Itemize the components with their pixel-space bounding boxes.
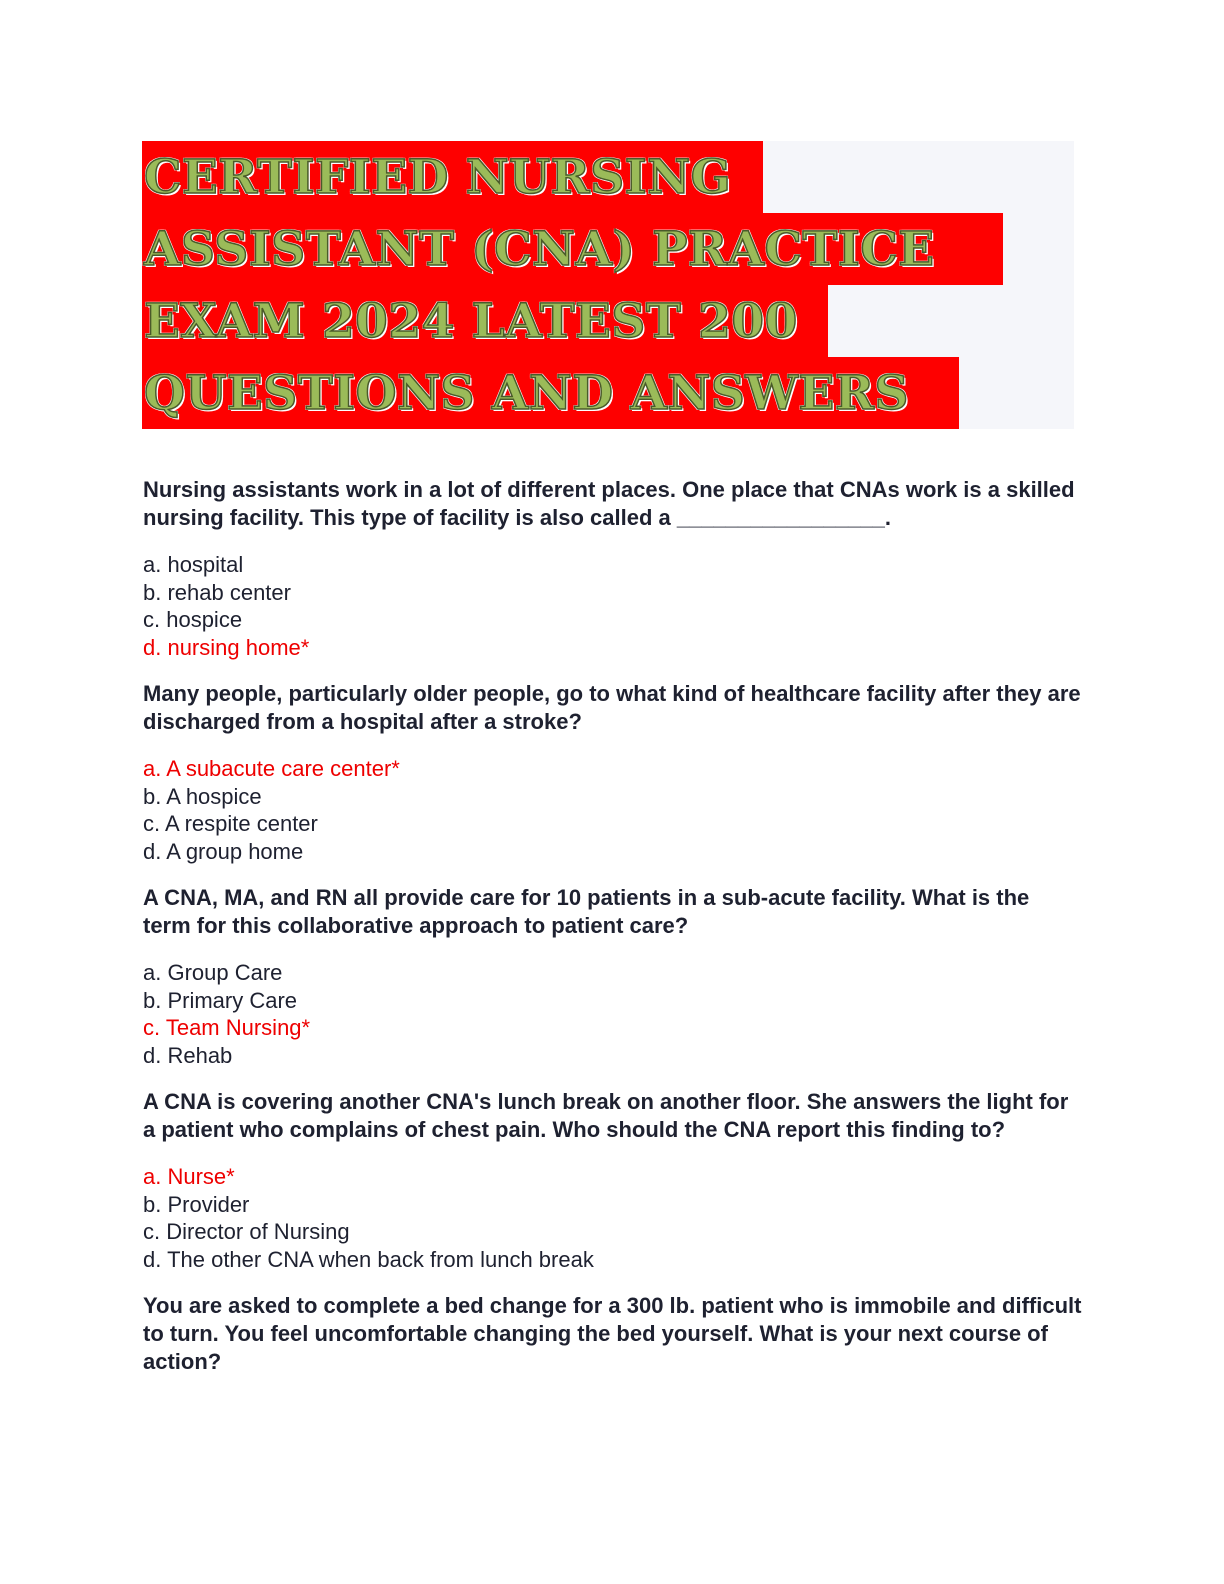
question-block-2 (143, 680, 1083, 865)
title-text-1: CERTIFIED NURSING (144, 149, 732, 205)
title-line-4 (142, 357, 959, 429)
question-text: You are asked to complete a bed change for a 300 lb. patient who is immobile and difficult to turn. You feel uncomfortable changing the bed yourself. What is your next course of action? (143, 1293, 1082, 1374)
option-a-correct-answer: a. Nurse* (143, 1164, 235, 1189)
option-c-correct-answer: c. Team Nursing* (143, 1015, 311, 1040)
option-list (143, 755, 1083, 865)
option-d: d. Rehab (143, 1042, 233, 1068)
option-a: a. Group Care (143, 960, 283, 985)
title-text-2: ASSISTANT (CNA) PRACTICE (144, 221, 935, 277)
option-a: a. hospital (143, 552, 244, 577)
question-text: A CNA, MA, and RN all provide care for 10 patients in a sub-acute facility. What is the term for this collaborative approach to patient care? (143, 885, 1030, 938)
option-c: c. A respite center (143, 811, 318, 836)
title-line-1 (142, 141, 763, 213)
option-d-correct-answer: d. nursing home* (143, 634, 310, 660)
option-list (143, 959, 1083, 1069)
question-block-4 (143, 1088, 1083, 1273)
question-text: A CNA is covering another CNA's lunch break on another floor. She answers the light for a patient who complains of chest pain. Who should the CNA report this finding to? (143, 1089, 1069, 1142)
title-line-3 (142, 285, 828, 357)
title-block (142, 141, 1074, 429)
question-block-3 (143, 884, 1083, 1069)
option-b: b. Primary Care (143, 987, 298, 1013)
option-b: b. Provider (143, 1191, 250, 1217)
question-block-1 (143, 476, 1083, 661)
option-c: c. hospice (143, 607, 243, 632)
option-list (143, 1163, 1083, 1273)
question-text: Many people, particularly older people, go to what kind of healthcare facility after they are discharged from a hospital after a stroke? (143, 681, 1081, 734)
option-b: b. rehab center (143, 579, 291, 605)
question-block-5 (143, 1292, 1083, 1376)
title-text-3: EXAM 2024 LATEST 200 (144, 293, 798, 349)
option-d: d. A group home (143, 838, 304, 864)
option-list (143, 551, 1083, 661)
title-line-2 (142, 213, 1003, 285)
question-text: Nursing assistants work in a lot of different places. One place that CNAs work is a skilled nursing facility. This type of facility is also called a _________________. (143, 477, 1075, 530)
option-c: c. Director of Nursing (143, 1219, 350, 1244)
question-list (143, 476, 1083, 1395)
option-b: b. A hospice (143, 783, 262, 809)
option-a-correct-answer: a. A subacute care center* (143, 756, 400, 781)
title-text-4: QUESTIONS AND ANSWERS (144, 365, 909, 421)
option-d: d. The other CNA when back from lunch break (143, 1246, 594, 1272)
